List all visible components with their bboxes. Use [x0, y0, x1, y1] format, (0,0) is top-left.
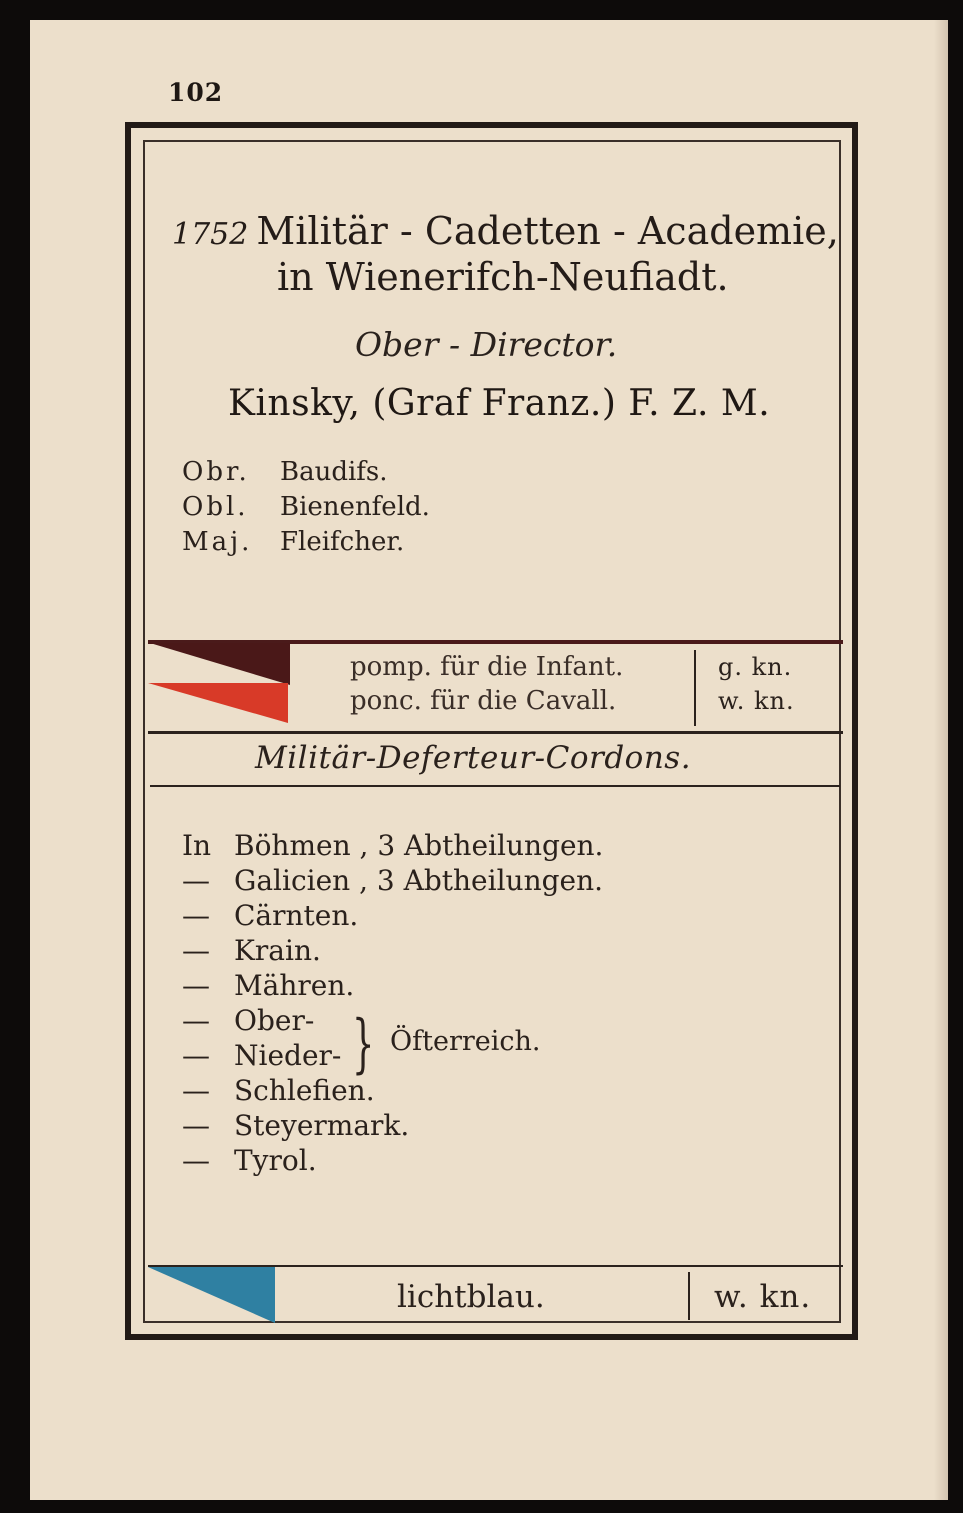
list-text: Schlefien. [234, 1074, 375, 1107]
curly-brace-icon: } [352, 1007, 375, 1081]
bottom-facing-color: lichtblau. [397, 1279, 545, 1315]
list-prefix: — [182, 934, 210, 967]
list-prefix: — [182, 1109, 210, 1142]
list-prefix: — [182, 1004, 210, 1037]
bottom-band-rule [148, 1265, 843, 1267]
list-text: Mähren. [234, 969, 355, 1002]
list-item [182, 933, 603, 968]
officer-list [182, 455, 430, 560]
list-prefix: In [182, 829, 212, 862]
facing-colors [350, 650, 623, 718]
bottom-button-color: w. kn. [714, 1279, 812, 1315]
button-infantry: g. kn. [718, 653, 793, 681]
officer-name: Bienenfeld. [280, 492, 430, 522]
list-text: Böhmen , 3 Abtheilungen. [234, 829, 604, 862]
officer-row [182, 490, 430, 525]
founding-year: 1752 [172, 217, 249, 252]
director-heading: Ober - Director. [355, 325, 618, 364]
cordon-list [182, 828, 603, 1178]
title-line-1: Militär - Cadetten - Academie, [256, 209, 839, 253]
officer-row [182, 525, 430, 560]
list-item [182, 1143, 603, 1178]
list-item [182, 863, 603, 898]
list-prefix: — [182, 969, 210, 1002]
section-title-rule [150, 785, 840, 787]
list-item [182, 968, 603, 1003]
institution-title [172, 210, 842, 298]
facing-row-infantry: pomp. für die Infant. [350, 652, 624, 682]
section-title: Militär-Deferteur-Cordons. [255, 740, 692, 776]
list-item [182, 898, 603, 933]
list-prefix: — [182, 1039, 210, 1072]
list-prefix: — [182, 1144, 210, 1177]
list-prefix: — [182, 1074, 210, 1107]
officer-rank: Obl. [182, 492, 249, 522]
list-text: Krain. [234, 934, 321, 967]
list-text: Galicien , 3 Abtheilungen. [234, 864, 604, 897]
list-text: Tyrol. [234, 1144, 317, 1177]
page-edge-shadow [934, 20, 948, 1500]
list-item [182, 1108, 603, 1143]
column-divider [688, 1272, 690, 1320]
officer-name: Baudifs. [280, 457, 388, 487]
list-prefix: — [182, 899, 210, 932]
uniform-band-bottom-rule [148, 731, 843, 734]
list-text: Cärnten. [234, 899, 359, 932]
list-text: Steyermark. [234, 1109, 410, 1142]
list-text: Ober- [234, 1004, 315, 1037]
list-item [182, 828, 603, 863]
officer-row [182, 455, 430, 490]
list-prefix: — [182, 864, 210, 897]
list-text: Nieder- [234, 1039, 342, 1072]
officer-rank: Obr. [182, 457, 250, 487]
list-item [182, 1073, 603, 1108]
facing-row-cavalry: ponc. für die Cavall. [350, 686, 617, 716]
page-number: 102 [168, 78, 224, 107]
button-colors [718, 650, 795, 718]
officer-name: Fleifcher. [280, 527, 405, 557]
button-cavalry: w. kn. [718, 687, 795, 715]
column-divider [694, 650, 696, 726]
title-line-2: in Wienerifch-Neufiadt. [277, 255, 729, 299]
brace-label: Öfterreich. [390, 1026, 541, 1057]
director-name: Kinsky, (Graf Franz.) F. Z. M. [228, 383, 771, 424]
officer-rank: Maj. [182, 527, 253, 557]
